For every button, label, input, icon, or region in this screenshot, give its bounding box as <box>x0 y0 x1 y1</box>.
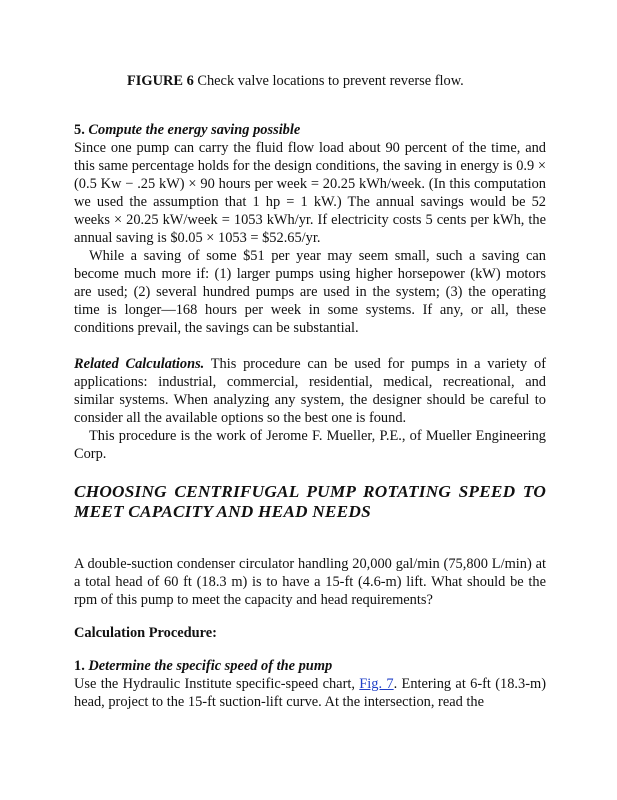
step-5-paragraph-2: While a saving of some $51 per year may seem small, such a saving can become much more if: (1) larger pumps using higher horsepower (kW) motors are used; (2) several hundred pumps are used in the system; (3) the operating time is longer—168 hours per week in some systems. If any, or all, these conditions prevail, the savings can be substantial. <box>74 248 546 336</box>
step-1-text-before: Use the Hydraulic Institute specific-speed chart, <box>74 676 360 692</box>
related-calculations-text: This procedure can be used for pumps in a variety of applications: industrial, commercial, residential, medical, recreational, and similar systems. When analyzing any system, the designer should be careful to consider all the available options so the best one is found. <box>74 356 546 426</box>
section-heading <box>74 482 546 522</box>
step-5-block <box>74 121 546 337</box>
figure-caption-text: Check valve locations to prevent reverse flow. <box>197 73 464 89</box>
figure-caption <box>127 72 464 90</box>
figure-label: FIGURE 6 <box>127 73 194 89</box>
step-1-number: 1. <box>74 658 85 674</box>
step-5-number: 5. <box>74 122 85 138</box>
related-calculations-label: Related Calculations. <box>74 356 205 372</box>
related-calculations-block <box>74 355 546 463</box>
related-calculations-paragraph <box>74 355 546 427</box>
figure-7-link[interactable]: Fig. 7 <box>359 676 394 692</box>
step-1-title: Determine the specific speed of the pump <box>88 658 333 674</box>
step-1-text-after: . Entering at 6-ft (18.3-m) head, project to the 15-ft suction-lift curve. At the intersection, read the <box>74 676 546 710</box>
credit-paragraph: This procedure is the work of Jerome F. Mueller, P.E., of Mueller Engineering Corp. <box>74 428 546 462</box>
step-5-title: Compute the energy saving possible <box>88 122 301 138</box>
problem-statement <box>74 555 546 609</box>
step-1-paragraph <box>74 675 546 711</box>
step-1-heading <box>74 657 546 675</box>
problem-statement-text: A double-suction condenser circulator handling 20,000 gal/min (75,800 L/min) at a total head of 60 ft (18.3 m) is to have a 15-ft (4.6-m) lift. What should be the rpm of this pump to meet the capacity and head requirements? <box>74 556 546 608</box>
calculation-procedure-text: Calculation Procedure: <box>74 625 217 641</box>
calculation-procedure-label <box>74 624 546 642</box>
section-heading-text: CHOOSING CENTRIFUGAL PUMP ROTATING SPEED TO MEET CAPACITY AND HEAD NEEDS <box>74 482 546 521</box>
step-5-paragraph-1: Since one pump can carry the fluid flow load about 90 percent of the time, and this same percentage holds for the design conditions, the saving in energy is 0.9 × (0.5 Kw − .25 kW) × 90 hours per week = 20.25 kWh/week. (In this computation we used the assumption that 1 hp = 1 kW.) The annual savings would be 52 weeks × 20.25 kW/week = 1053 kWh/yr. If electricity costs 5 cents per kWh, the annual saving is $0.05 × 1053 = $52.65/yr. <box>74 140 546 246</box>
step-1-block <box>74 657 546 711</box>
step-5-heading <box>74 121 546 139</box>
